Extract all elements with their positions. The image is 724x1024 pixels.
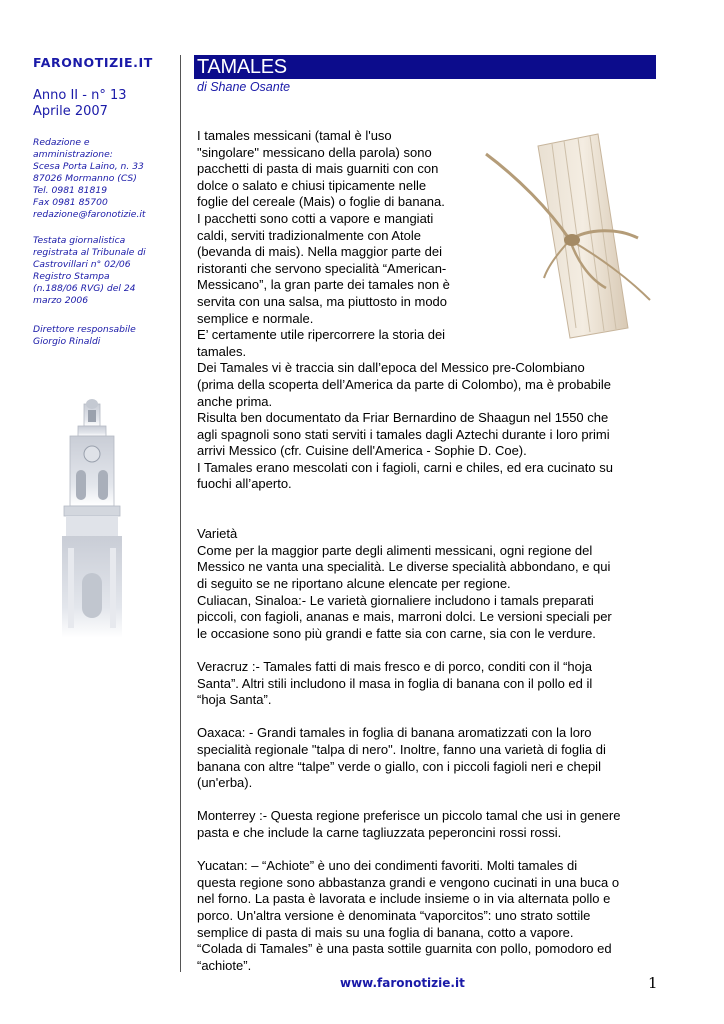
website-link[interactable]: www.faronotizie.it [340, 976, 465, 990]
article-line: (bevanda di mais). Nella maggior parte dei [197, 244, 442, 260]
article-line: porco. Un'altra versione è denominata “vaporcitos”: uno strato sottile [197, 907, 591, 923]
article-line: specialità regionale "talpa di nero". Inoltre, fanno una varietà di foglia di [197, 741, 606, 757]
editorial-line: Scesa Porta Laino, n. 33 [33, 161, 144, 172]
article-line: di seguito se ne riportano alcune elencate per regione. [197, 576, 511, 592]
article-line: Monterrey :- Questa regione preferisce un piccolo tamal che usi in genere [197, 808, 621, 824]
editorial-line: amministrazione: [33, 149, 113, 160]
article-author: di Shane Osante [197, 80, 291, 94]
registration-line: marzo 2006 [33, 295, 89, 306]
issue-date: Aprile 2007 [33, 104, 108, 119]
paragraph-gap [197, 642, 657, 659]
paragraph-gap [197, 510, 657, 527]
article-line: foglie del cereale (Mais) o foglie di banana. [197, 194, 445, 210]
article-line: banana con altre “talpe” verde o giallo, con i piccoli fagioli neri e chepil [197, 758, 601, 774]
article-line: Oaxaca: - Grandi tamales in foglia di banana aromatizzati con la loro [197, 725, 592, 741]
director-name: Giorgio Rinaldi [33, 336, 101, 347]
director-info [33, 324, 173, 348]
sidebar [0, 0, 180, 1024]
column-divider [180, 55, 181, 972]
article-title-bar [194, 55, 656, 79]
article-line: semplice e normale. [197, 310, 314, 326]
registration-line: Castrovillari n° 02/06 [33, 259, 131, 270]
article-line: (un'erba). [197, 775, 253, 791]
article-line: Varietà [197, 526, 238, 542]
article-line: Dei Tamales vi è traccia sin dall’epoca del Messico pre-Colombiano [197, 360, 585, 376]
editorial-address [33, 137, 173, 221]
editorial-line: 87026 Mormanno (CS) [33, 173, 137, 184]
article-body [197, 128, 657, 974]
editorial-line: Redazione e [33, 137, 90, 148]
article-line: Risulta ben documentato da Friar Bernardino de Shaagun nel 1550 che [197, 410, 609, 426]
director-label: Direttore responsabile [33, 324, 136, 335]
article-line: questa regione sono abbastanza grandi e vengono cucinati in una buca o [197, 874, 620, 890]
article-line: le occasione sono più grandi e fatte sia con carne, sia con le verdure. [197, 625, 596, 641]
bell-tower-image [52, 398, 132, 638]
issue-info [33, 88, 173, 120]
article-line: fuochi all’aperto. [197, 476, 292, 492]
brand-name: FARONOTIZIE.IT [33, 55, 153, 70]
article-line: piccoli, con fagioli, ananas e mais, marroni dolci. Le versioni speciali per [197, 609, 612, 625]
paragraph-gap [197, 792, 657, 809]
article-line: ristoranti che servono specialità “American- [197, 260, 447, 276]
article-line: Messico ne vanta una specialità. Le diverse specialità abbondano, e qui [197, 559, 611, 575]
article-line: anche prima. [197, 393, 273, 409]
article-line: agli spagnoli sono stati serviti i tamales dagli Aztechi durante i loro primi [197, 426, 610, 442]
article-title: TAMALES [197, 56, 287, 78]
article-line: pacchetti di pasta di mais guarniti con con [197, 161, 439, 177]
article-line: pasta e che include la carne tagliuzzata peperoncini rossi rossi. [197, 824, 562, 840]
article-line: Santa”. Altri stili includono il masa in foglia di banana con il pollo ed il [197, 675, 593, 691]
article-line: (prima della scoperta dell’America da parte di Colombo), ma è probabile [197, 376, 612, 392]
article-line: I pacchetti sono cotti a vapore e mangiati [197, 210, 434, 226]
article-line: Messicano”, la gran parte dei tamales non è [197, 277, 450, 293]
article-line: Come per la maggior parte degli alimenti messicani, ogni regione del [197, 542, 593, 558]
article-line: "singolare" messicano della parola) sono [197, 144, 432, 160]
paragraph-gap [197, 842, 657, 859]
article-line: Yucatan: – “Achiote” è uno dei condimenti favoriti. Molti tamales di [197, 858, 578, 874]
editorial-line: Tel. 0981 81819 [33, 185, 108, 196]
article-line: “hoja Santa”. [197, 692, 272, 708]
article-line: arrivi Messico (cfr. Cuisine dell'America - Sophie D. Coe). [197, 443, 527, 459]
paragraph-gap [197, 709, 657, 726]
article-line: caldi, serviti tradizionalmente con Atole [197, 227, 422, 243]
page-number: 1 [648, 974, 658, 992]
registration-line: (n.188/06 RVG) del 24 [33, 283, 136, 294]
article-line: semplice di pasta di mais su una foglia di banana, cotto a vapore. [197, 924, 574, 940]
article-line: Veracruz :- Tamales fatti di mais fresco e di porco, conditi con il “hoja [197, 659, 592, 674]
paragraph-gap [197, 493, 657, 510]
article-line: I tamales messicani (tamal è l'uso [197, 128, 392, 143]
article-line: I Tamales erano mescolati con i fagioli, carni e chiles, ed era cucinato su [197, 459, 613, 475]
article-line: “Colada di Tamales” è una pasta sottile guarnita con pollo, pomodoro ed [197, 941, 612, 957]
registration-line: Registro Stampa [33, 271, 110, 282]
article-line: E’ certamente utile ripercorrere la storia dei [197, 327, 446, 343]
article-line: dolce o salato e chiusi tipicamente nelle [197, 177, 427, 193]
registration-line: Testata giornalistica [33, 235, 126, 246]
registration-line: registrata al Tribunale di [33, 247, 146, 258]
editorial-line: Fax 0981 85700 [33, 197, 108, 208]
article-line: Culiacan, Sinaloa:- Le varietà giornaliere includono i tamals preparati [197, 592, 594, 608]
article-line: servita con una salsa, ma piuttosto in modo [197, 293, 448, 309]
editorial-email[interactable]: redazione@faronotizie.it [33, 209, 146, 220]
registration-info [33, 235, 173, 307]
issue-number: Anno II - n° 13 [33, 88, 127, 103]
article-line: “achiote”. [197, 957, 252, 973]
article-line: tamales. [197, 343, 247, 359]
article-line: nel forno. La pasta è lavorata e include insieme o in via alternata pollo e [197, 891, 611, 907]
